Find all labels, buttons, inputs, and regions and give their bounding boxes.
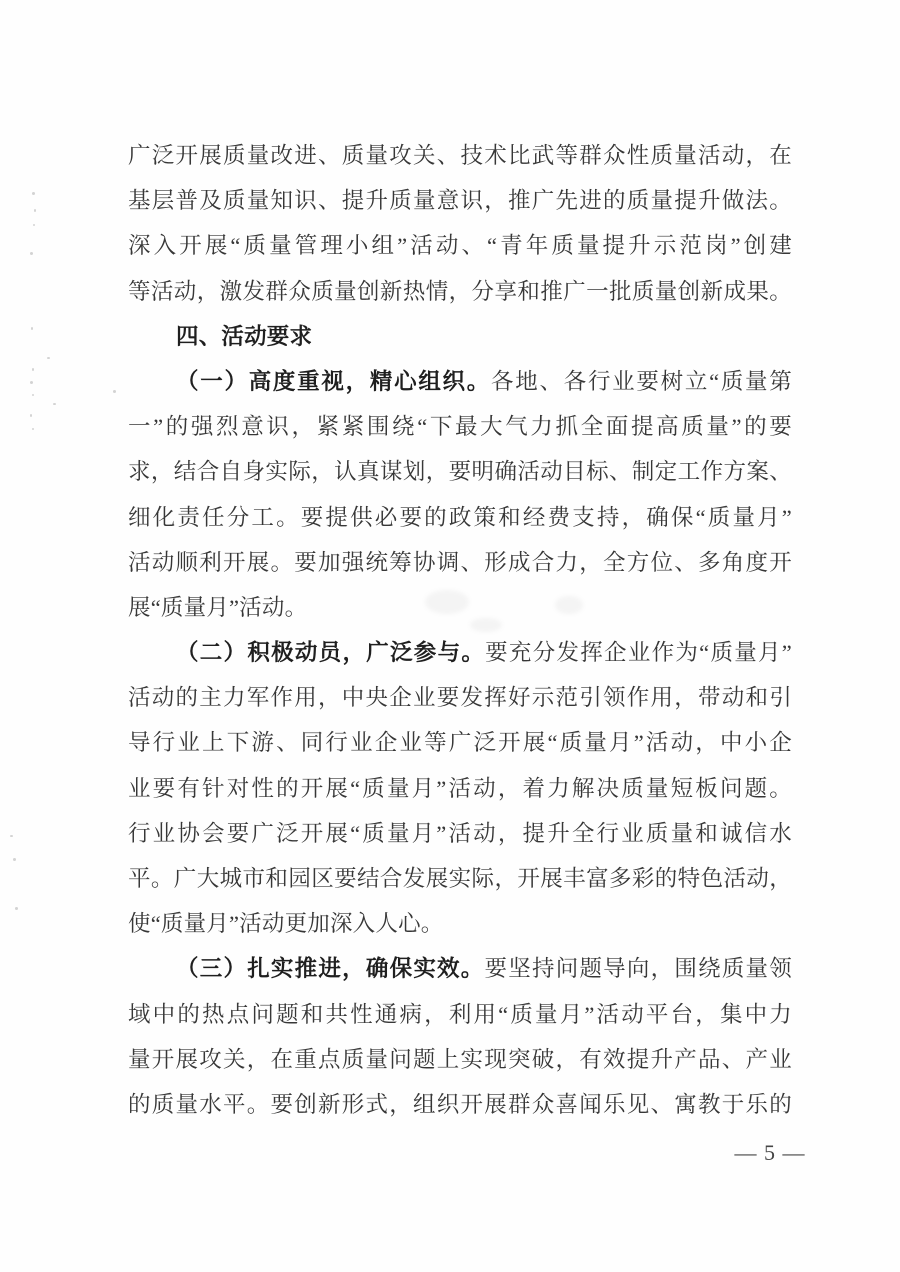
line-text: 活动顺利开展。要加强统筹协调、形成合力，全方位、多角度开 [128,549,792,575]
line-text: 行业协会要广泛开展“质量月”活动，提升全行业质量和诚信水 [128,820,792,846]
paragraph-first-line [128,630,792,675]
text-line [128,133,792,178]
line-text: 各地、各行业要树立“质量第 [491,368,792,394]
scan-speck [15,907,18,910]
text-line [128,811,792,856]
line-text: 要坚持问题导向，围绕质量领 [484,956,792,982]
line-text: 活动的主力军作用，中央企业要发挥好示范引领作用，带动和引 [128,685,792,711]
section-heading [128,314,792,359]
text-line [128,178,792,223]
text-line [128,992,792,1037]
scan-speck [113,390,116,393]
scan-speck [30,381,33,384]
paragraph-lead: （二）积极动员，广泛参与。 [176,640,486,666]
scan-speck [47,357,50,359]
scan-speck [13,858,16,861]
scan-speck [53,403,56,405]
paragraph-first-line [128,946,792,991]
text-line [128,223,792,268]
document-text-block [128,133,792,1127]
line-text: 使“质量月”活动更加深入人心。 [128,911,444,937]
scan-speck [32,192,35,195]
line-text: 求，结合自身实际，认真谋划，要明确活动目标、制定工作方案、 [128,459,792,485]
line-text: 展“质量月”活动。 [128,594,308,620]
text-line [128,1082,792,1127]
scan-smudge [425,590,469,614]
line-text: 业要有针对性的开展“质量月”活动，着力解决质量短板问题。 [128,775,792,801]
line-text: 要充分发挥企业作为“质量月” [485,640,792,666]
line-text: 细化责任分工。要提供必要的政策和经费支持，确保“质量月” [128,504,792,530]
scan-speck [31,327,33,330]
section-heading-text: 四、活动要求 [176,323,313,349]
line-text: 一”的强烈意识，紧紧围绕“下最大气力抓全面提高质量”的要 [128,414,792,440]
line-text: 广泛开展质量改进、质量攻关、技术比武等群众性质量活动，在 [128,143,792,168]
line-text: 平。广大城市和园区要结合发展实际，开展丰富多彩的特色活动， [128,866,792,891]
page-number: — 5 — [734,1140,806,1165]
scan-speck [30,414,32,417]
paragraph-first-line [128,359,792,404]
scan-speck [32,428,34,430]
text-line [128,404,792,449]
scan-speck [32,394,34,396]
text-line [128,901,792,946]
scan-smudge [555,596,583,614]
paragraph-lead: （一）高度重视，精心组织。 [176,368,492,394]
text-line [128,269,792,314]
text-line [128,766,792,811]
line-text: 深入开展“质量管理小组”活动、“青年质量提升示范岗”创建 [128,233,792,259]
line-text: 的质量水平。要创新形式，组织开展群众喜闻乐见、寓教于乐的 [128,1091,792,1117]
text-line [128,1037,792,1082]
scan-speck [33,224,35,226]
line-text: 基层普及质量知识、提升质量意识，推广先进的质量提升做法。 [128,188,792,214]
text-line [128,449,792,494]
scan-speck [30,252,33,255]
paragraph-lead: （三）扎实推进，确保实效。 [176,956,485,982]
text-line [128,675,792,720]
scan-smudge [470,618,502,632]
text-line [128,856,792,901]
text-line [128,495,792,540]
line-text: 域中的热点问题和共性通病，利用“质量月”活动平台，集中力 [128,1001,792,1027]
line-text: 量开展攻关，在重点质量问题上实现突破，有效提升产品、产业 [128,1046,792,1072]
line-text: 等活动，激发群众质量创新热情，分享和推广一批质量创新成果。 [128,278,792,304]
scan-speck [34,209,36,212]
scan-speck [32,368,34,371]
line-text: 导行业上下游、同行业企业等广泛开展“质量月”活动，中小企 [128,730,792,756]
text-line [128,540,792,585]
scan-speck [10,835,13,837]
text-line [128,720,792,765]
